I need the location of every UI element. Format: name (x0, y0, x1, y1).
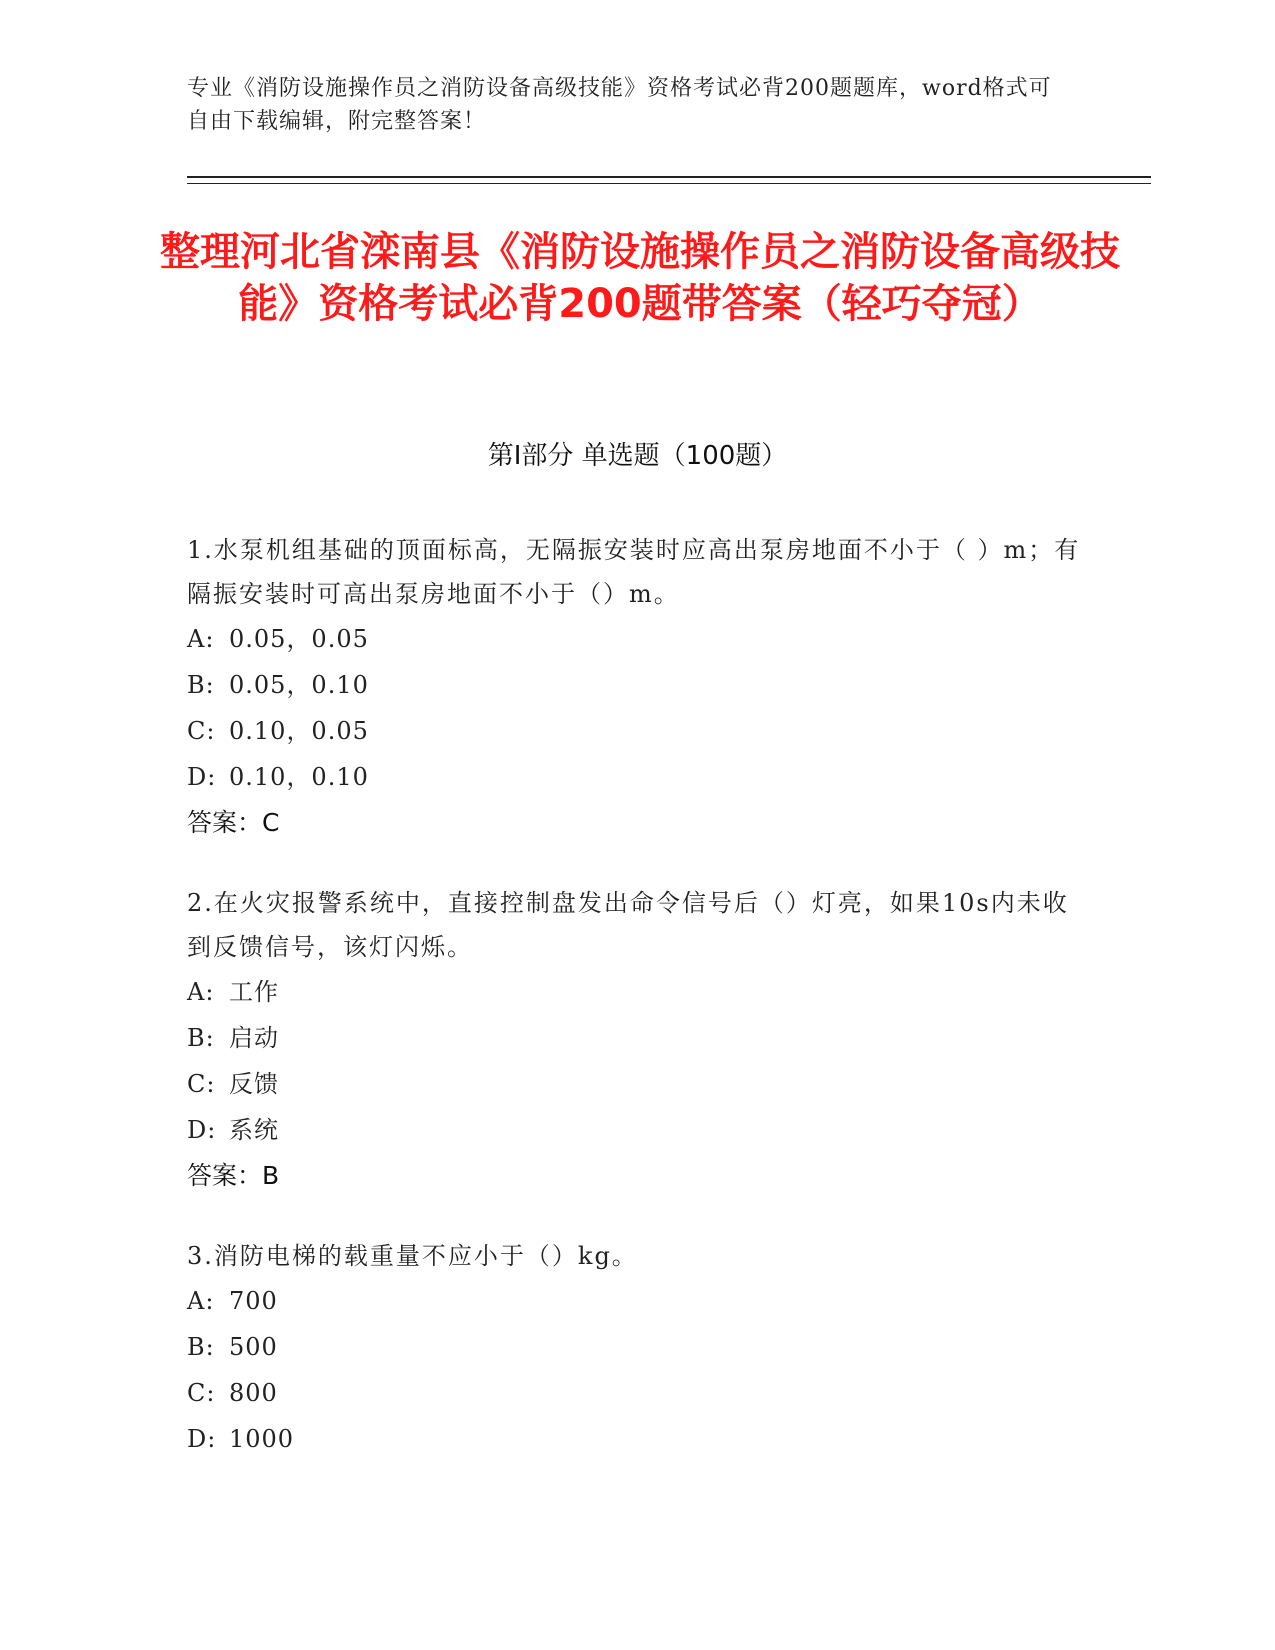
option-key: B: (187, 1333, 215, 1361)
option-value: 0.05，0.10 (229, 671, 369, 699)
option-key: B: (187, 671, 215, 699)
option-value: 启动 (229, 1024, 279, 1052)
answer-line (187, 1153, 1087, 1199)
option-value: 反馈 (229, 1070, 279, 1098)
option-value: 1000 (229, 1425, 295, 1453)
option-key: C: (187, 1379, 216, 1407)
option-d (187, 1107, 1087, 1153)
question-text: 2.在火灾报警系统中，直接控制盘发出命令信号后（）灯亮，如果10s内未收到反馈信号，该灯闪烁。 (187, 889, 1069, 961)
header-rule-thin (187, 183, 1151, 184)
question-text: 3.消防电梯的载重量不应小于（）kg。 (187, 1242, 638, 1270)
option-d (187, 1416, 1087, 1462)
option-c (187, 1370, 1087, 1416)
answer-label: 答案： (187, 1161, 263, 1190)
question-list (187, 528, 1087, 1497)
option-value: 0.10，0.10 (229, 763, 369, 791)
option-value: 工作 (229, 978, 279, 1006)
question-text: 1.水泵机组基础的顶面标高，无隔振安装时应高出泵房地面不小于（ ）m；有隔振安装时可高出泵房地面不小于（）m。 (187, 536, 1081, 608)
document-title: 整理河北省滦南县《消防设施操作员之消防设备高级技能》资格考试必背200题带答案（轻巧夺冠） (160, 229, 1120, 327)
option-b (187, 1324, 1087, 1370)
option-key: C: (187, 1070, 216, 1098)
option-key: D: (187, 1116, 217, 1144)
answer-value: C (262, 808, 280, 837)
option-c (187, 1061, 1087, 1107)
question-3 (187, 1234, 1087, 1462)
option-key: B: (187, 1024, 215, 1052)
answer-value: B (262, 1161, 280, 1190)
option-value: 800 (229, 1379, 278, 1407)
option-value: 500 (229, 1333, 278, 1361)
option-key: D: (187, 1425, 217, 1453)
option-key: D: (187, 763, 217, 791)
option-value: 0.10，0.05 (229, 717, 369, 745)
option-a (187, 969, 1087, 1015)
option-value: 700 (229, 1287, 278, 1315)
option-c (187, 708, 1087, 754)
option-d (187, 754, 1087, 800)
option-key: C: (187, 717, 216, 745)
option-key: A: (187, 978, 215, 1006)
option-key: A: (187, 625, 215, 653)
section-title: 第I部分 单选题（100题） (487, 441, 788, 471)
header-note: 专业《消防设施操作员之消防设备高级技能》资格考试必背200题题库，word格式可自由下载编辑，附完整答案！ (187, 76, 1052, 134)
answer-label: 答案： (187, 808, 263, 837)
option-value: 系统 (229, 1116, 279, 1144)
option-key: A: (187, 1287, 215, 1315)
option-b (187, 662, 1087, 708)
question-1 (187, 528, 1087, 846)
question-2 (187, 881, 1087, 1199)
option-a (187, 616, 1087, 662)
option-b (187, 1015, 1087, 1061)
option-value: 0.05，0.05 (229, 625, 369, 653)
header-rule-thick (187, 176, 1151, 178)
answer-line (187, 800, 1087, 846)
option-a (187, 1278, 1087, 1324)
